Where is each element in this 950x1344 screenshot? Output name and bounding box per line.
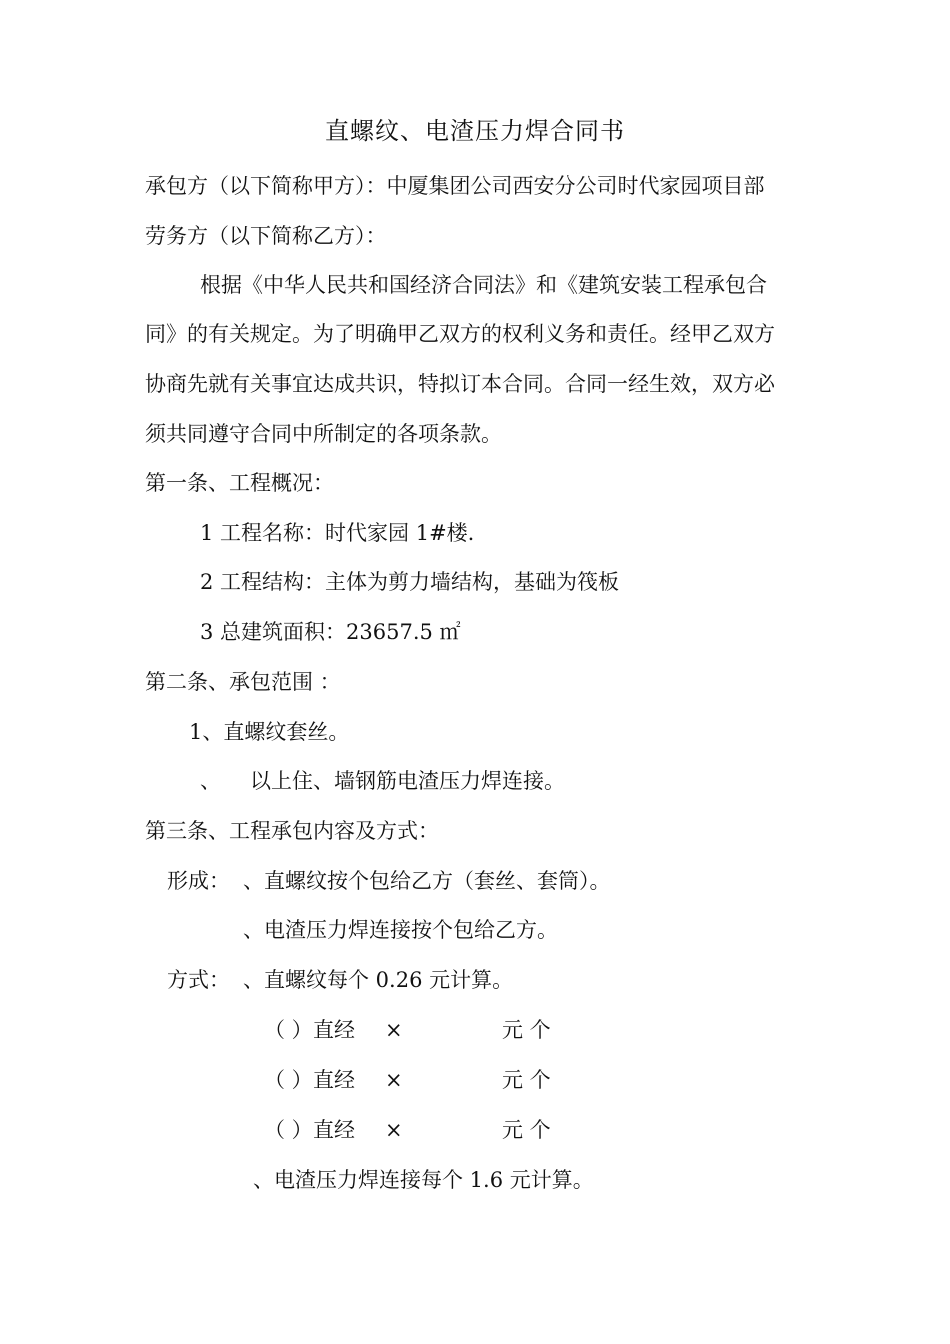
preamble-line-4: 须共同遵守合同中所制定的各项条款。 [145,422,502,446]
price-row-paren: （ ） [264,1068,313,1092]
document-title: 直螺纹、电渣压力焊合同书 [325,117,625,145]
party-b-line: 劳务方（以下简称乙方）： [145,224,387,248]
method-item-1: 、直螺纹每个 0.26 元计算。 [243,968,514,992]
price-row-times: × [385,1068,403,1092]
preamble-line-2: 同》的有关规定。为了明确甲乙双方的权利义务和责任。经甲乙双方 [145,322,775,346]
form-item-1: 、直螺纹按个包给乙方（套丝、套筒）。 [243,869,611,893]
price-row-label: 直经 [313,1068,355,1092]
price-row-paren: （ ） [264,1018,313,1042]
article3-heading: 第三条、工程承包内容及方式： [145,819,439,843]
article2-heading: 第二条、承包范围 ： [145,670,341,694]
price-row-unit: 元 个 [502,1118,551,1142]
article1-item-project-name: 1 工程名称：时代家园 1#楼. [200,521,475,545]
form-label: 形成： [167,869,230,893]
article2-item-2-text: 以上住、墙钢筋电渣压力焊连接。 [250,769,565,793]
article2-item-2-mark: 、 [200,769,221,793]
price-row-unit: 元 个 [502,1018,551,1042]
price-row-times: × [385,1118,403,1142]
price-row-unit: 元 个 [502,1068,551,1092]
preamble-line-1: 根据《中华人民共和国经济合同法》和《建筑安装工程承包合 [200,273,767,297]
form-item-2: 、电渣压力焊连接按个包给乙方。 [243,918,558,942]
article1-heading: 第一条、工程概况： [145,471,334,495]
article2-item-1: 1、直螺纹套丝。 [189,720,350,744]
party-a-line: 承包方（以下简称甲方）：中厦集团公司西安分公司时代家园项目部 [145,174,765,198]
article1-item-structure: 2 工程结构：主体为剪力墙结构，基础为筏板 [200,570,620,594]
article1-item-area: 3 总建筑面积：23657.5 ㎡ [200,620,461,644]
price-row-paren: （ ） [264,1118,313,1142]
method-label: 方式： [167,968,230,992]
method-item-2: 、电渣压力焊连接每个 1.6 元计算。 [253,1168,594,1192]
preamble-line-3: 协商先就有关事宜达成共识，特拟订本合同。合同一经生效，双方必 [145,372,775,396]
price-row-label: 直经 [313,1118,355,1142]
price-row-times: × [385,1018,403,1042]
price-row-label: 直经 [313,1018,355,1042]
